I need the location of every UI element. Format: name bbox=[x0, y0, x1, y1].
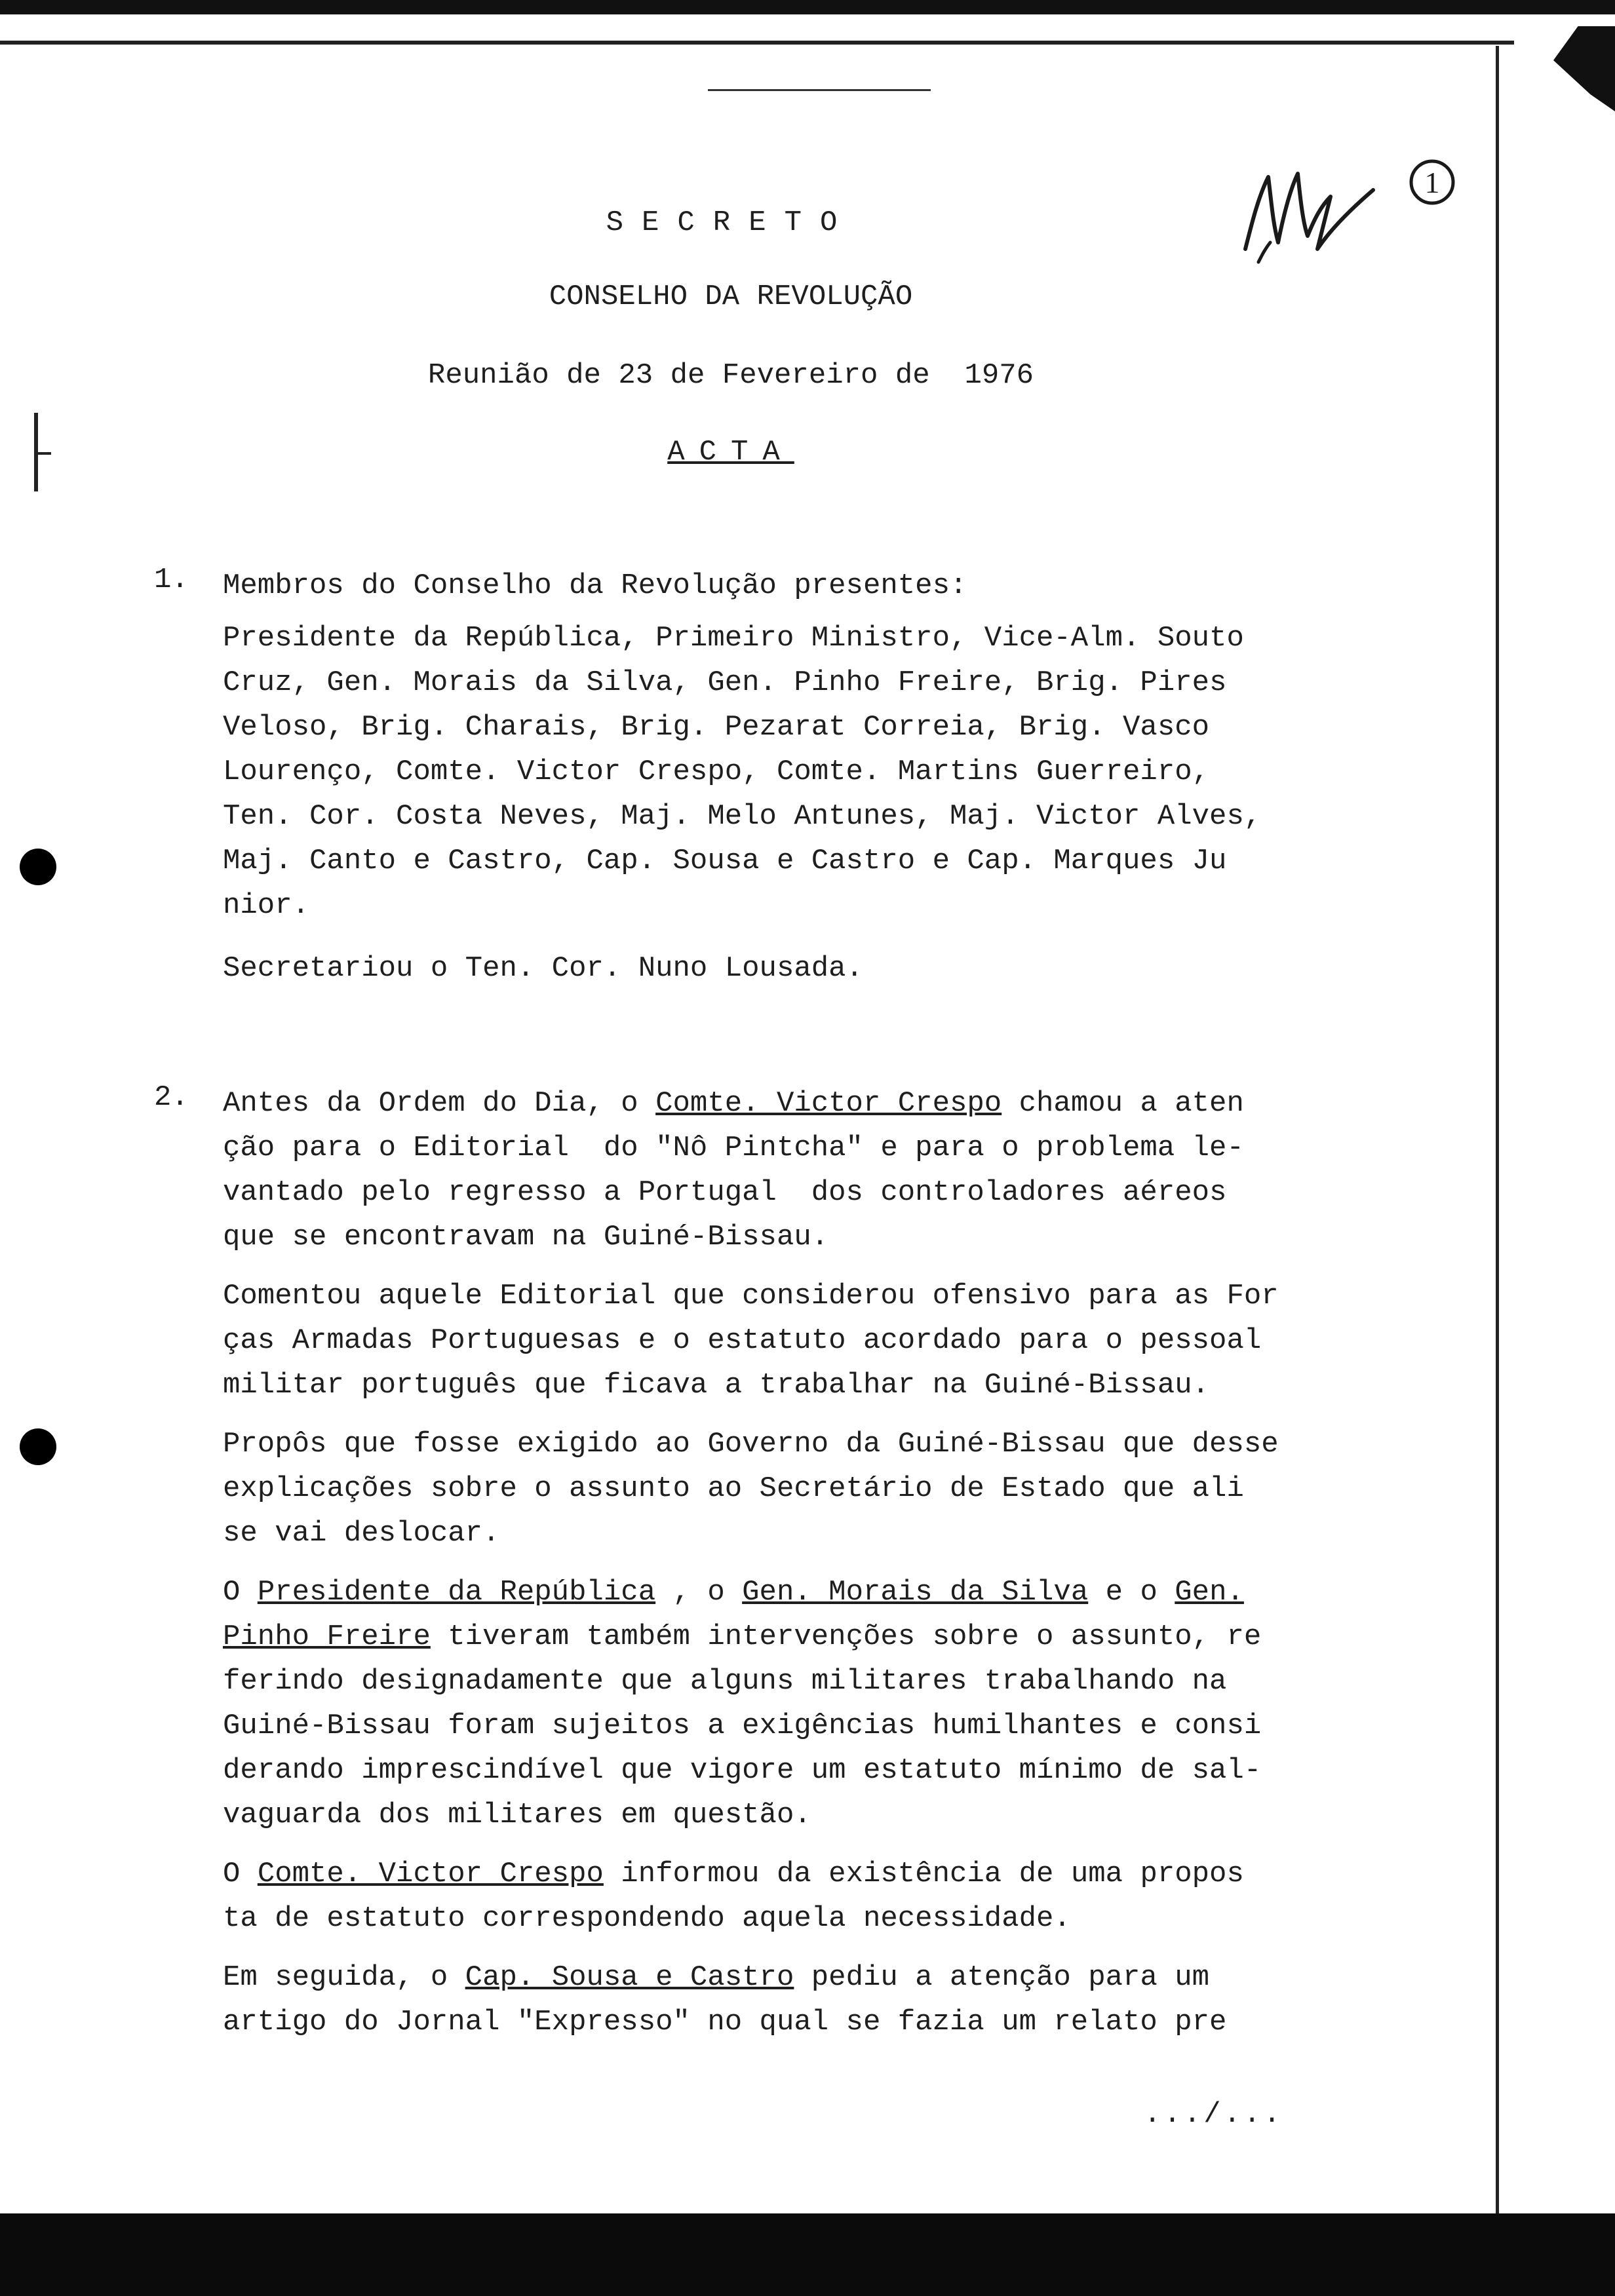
text-segment: Em seguida, o bbox=[223, 1961, 465, 1994]
continued-marker: .../... bbox=[1144, 2098, 1283, 2131]
text-line bbox=[223, 1318, 1324, 1363]
text-segment: que se encontravam na Guiné-Bissau. bbox=[223, 1221, 829, 1253]
text-line bbox=[223, 1081, 1324, 1126]
members-line: Lourenço, Comte. Victor Crespo, Comte. Martins Guerreiro, bbox=[223, 756, 1210, 788]
scan-corner-blot bbox=[1553, 26, 1615, 111]
underlined-name: Gen. bbox=[1175, 1576, 1244, 1609]
paragraph bbox=[223, 1081, 1324, 1259]
scan-top-border bbox=[0, 0, 1615, 14]
punch-hole-upper bbox=[20, 849, 56, 885]
members-line: Maj. Canto e Castro, Cap. Sousa e Castro e Cap. Marques Ju bbox=[223, 845, 1227, 877]
underlined-name: Gen. Morais da Silva bbox=[742, 1576, 1089, 1609]
text-line bbox=[223, 1748, 1324, 1793]
text-line bbox=[223, 1422, 1324, 1466]
scan-short-rule bbox=[708, 89, 931, 91]
text-segment: , o bbox=[655, 1576, 743, 1609]
text-line bbox=[223, 1896, 1324, 1941]
underlined-name: Pinho Freire bbox=[223, 1620, 431, 1653]
section-1-number: 1. bbox=[154, 564, 189, 596]
council-heading: CONSELHO DA REVOLUÇÃO bbox=[549, 280, 913, 313]
section-2 bbox=[223, 1081, 1324, 2044]
paragraph bbox=[223, 1955, 1324, 2044]
section-1 bbox=[223, 564, 1324, 991]
text-line bbox=[223, 1215, 1324, 1259]
text-segment: derando imprescindível que vigore um estatuto mínimo de sal- bbox=[223, 1754, 1262, 1787]
page-number: 1 bbox=[1424, 166, 1440, 199]
text-line bbox=[223, 1955, 1324, 2000]
scan-bottom-border bbox=[0, 2213, 1615, 2296]
text-line bbox=[223, 2000, 1324, 2044]
members-line: Veloso, Brig. Charais, Brig. Pezarat Correia, Brig. Vasco bbox=[223, 711, 1210, 744]
text-segment: militar português que ficava a trabalhar na Guiné-Bissau. bbox=[223, 1369, 1210, 1402]
text-segment: ção para o Editorial do "Nô Pintcha" e para o problema le- bbox=[223, 1132, 1244, 1164]
underlined-name: Cap. Sousa e Castro bbox=[465, 1961, 794, 1994]
text-segment: O bbox=[223, 1576, 258, 1609]
text-segment: ferindo designadamente que alguns militares trabalhando na bbox=[223, 1665, 1227, 1698]
secretary-line: Secretariou o Ten. Cor. Nuno Lousada. bbox=[223, 952, 863, 985]
section-1-heading: Membros do Conselho da Revolução presentes: bbox=[223, 569, 967, 602]
text-line bbox=[223, 1363, 1324, 1407]
punch-hole-lower bbox=[20, 1428, 56, 1465]
text-segment: vantado pelo regresso a Portugal dos controladores aéreos bbox=[223, 1176, 1227, 1209]
text-segment: ta de estatuto correspondendo aquela necessidade. bbox=[223, 1902, 1071, 1935]
text-segment: informou da existência de uma propos bbox=[603, 1858, 1244, 1890]
paragraph bbox=[223, 1274, 1324, 1407]
text-line bbox=[223, 1126, 1324, 1170]
text-segment: ças Armadas Portuguesas e o estatuto acordado para o pessoal bbox=[223, 1324, 1262, 1357]
text-segment: tiveram também intervenções sobre o assunto, re bbox=[430, 1620, 1262, 1653]
text-line bbox=[223, 1466, 1324, 1511]
text-line bbox=[223, 1511, 1324, 1556]
meeting-date-heading: Reunião de 23 de Fevereiro de 1976 bbox=[427, 359, 1034, 392]
text-segment: Propôs que fosse exigido ao Governo da Guiné-Bissau que desse bbox=[223, 1428, 1279, 1461]
text-segment: Comentou aquele Editorial que considerou ofensivo para as For bbox=[223, 1280, 1279, 1312]
text-line bbox=[223, 1274, 1324, 1318]
text-line bbox=[223, 1170, 1324, 1215]
text-segment: pediu a atenção para um bbox=[794, 1961, 1210, 1994]
acta-heading: ACTA bbox=[667, 436, 794, 469]
paragraph bbox=[223, 1852, 1324, 1941]
text-segment: e o bbox=[1088, 1576, 1175, 1609]
text-segment: se vai deslocar. bbox=[223, 1517, 500, 1550]
text-line bbox=[223, 1852, 1324, 1896]
members-list bbox=[223, 616, 1324, 928]
members-line: Ten. Cor. Costa Neves, Maj. Melo Antunes, Maj. Victor Alves, bbox=[223, 800, 1262, 833]
scan-right-edge bbox=[1496, 46, 1499, 2215]
paragraph bbox=[223, 1570, 1324, 1837]
classification-heading: SECRETO bbox=[606, 206, 856, 239]
scan-top-rule bbox=[0, 41, 1514, 45]
text-segment: Guiné-Bissau foram sujeitos a exigências humilhantes e consi bbox=[223, 1710, 1262, 1742]
text-segment: chamou a aten bbox=[1002, 1087, 1244, 1120]
text-segment: Antes da Ordem do Dia, o bbox=[223, 1087, 656, 1120]
text-line bbox=[223, 1704, 1324, 1748]
underlined-name: Comte. Victor Crespo bbox=[257, 1858, 604, 1890]
text-segment: vaguarda dos militares em questão. bbox=[223, 1799, 811, 1831]
text-line bbox=[223, 1659, 1324, 1704]
text-segment: explicações sobre o assunto ao Secretário de Estado que ali bbox=[223, 1472, 1244, 1505]
text-line bbox=[223, 1570, 1324, 1615]
text-line bbox=[223, 1615, 1324, 1659]
members-line: Cruz, Gen. Morais da Silva, Gen. Pinho Freire, Brig. Pires bbox=[223, 666, 1227, 699]
paragraph bbox=[223, 1422, 1324, 1556]
text-segment: O bbox=[223, 1858, 258, 1890]
underlined-name: Presidente da República bbox=[257, 1576, 656, 1609]
section-2-number: 2. bbox=[154, 1081, 189, 1114]
text-segment: artigo do Jornal "Expresso" no qual se fazia um relato pre bbox=[223, 2006, 1227, 2038]
text-line bbox=[223, 1793, 1324, 1837]
members-line: nior. bbox=[223, 889, 310, 922]
members-line: Presidente da República, Primeiro Ministro, Vice-Alm. Souto bbox=[223, 622, 1244, 655]
underlined-name: Comte. Victor Crespo bbox=[655, 1087, 1002, 1120]
